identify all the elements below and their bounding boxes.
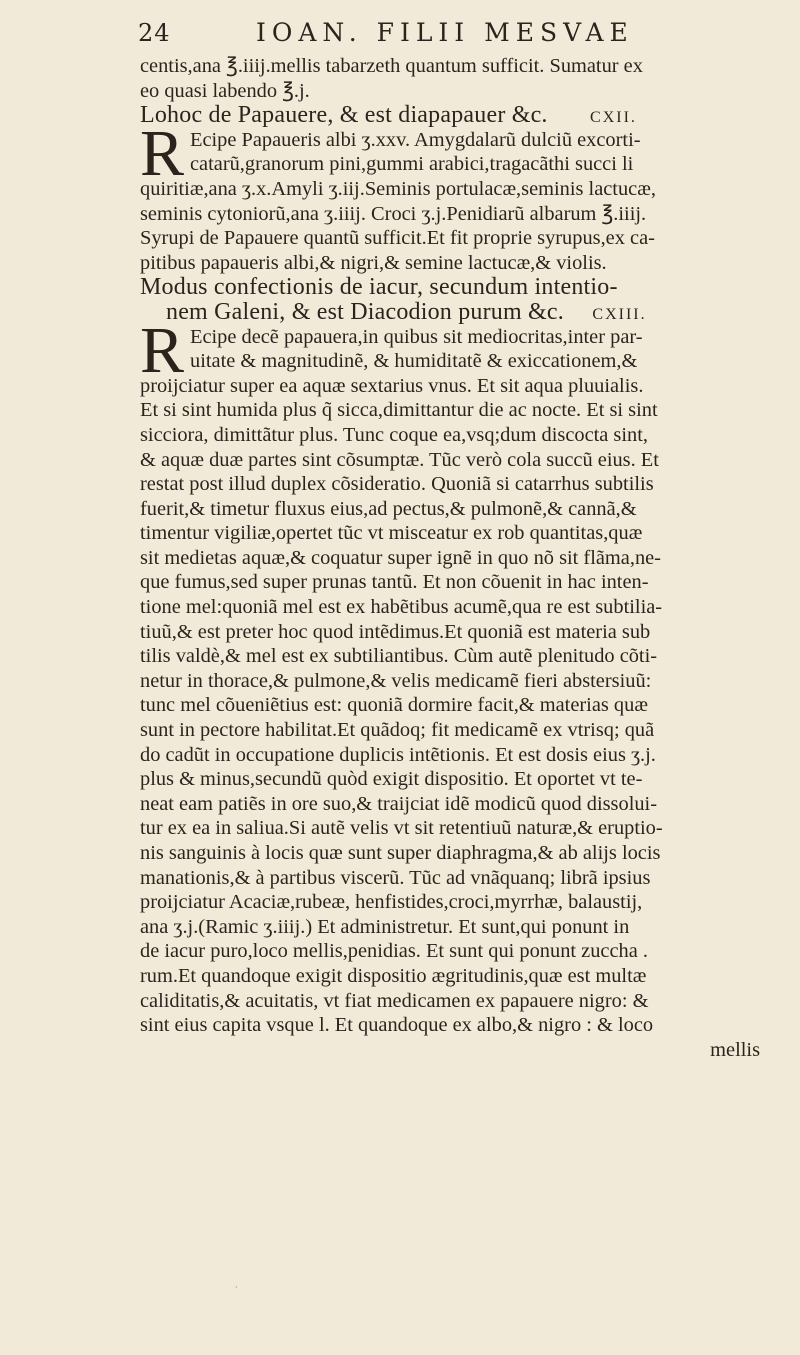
text-line: proijciatur super ea aquæ sextarius vnus. Et sit aqua pluuialis. [140, 374, 644, 397]
text-line: tiuũ,& est preter hoc quod intẽdimus.Et quoniã est materia sub [140, 620, 651, 643]
text-line: Syrupi de Papauere quantũ sufficit.Et fit proprie syrupus,ex ca- [140, 227, 655, 250]
text-line: Ecipe Papaueris albi ʒ.xxv. Amygdalarũ dulciũ excorti- [190, 128, 641, 151]
text-line: Ecipe decẽ papauera,in quibus sit mediocritas,inter par- [190, 325, 643, 348]
text-line: que fumus,sed super prunas tantũ. Et non cõuenit in hac inten- [140, 571, 649, 594]
text-line: proijciatur Acaciæ,rubeæ, henfistides,croci,myrrhæ, balaustij, [140, 891, 643, 914]
text-line: centis,ana ℥.iiij.mellis tabarzeth quantum sufficit. Sumatur ex [140, 55, 643, 77]
text-line: de iacur puro,loco mellis,penidias. Et sunt qui ponunt zuccha . [140, 940, 648, 963]
text-line: quiritiæ,ana ʒ.x.Amyli ʒ.iij.Seminis portulacæ,seminis lactucæ, [140, 177, 656, 200]
section-heading [140, 300, 760, 325]
text-line: netur in thorace,& pulmone,& velis medicamẽ fieri abstersiuũ: [140, 669, 652, 692]
text-line: timentur vigiliæ,opertet tũc vt misceatur ex rob quantitas,quæ [140, 522, 643, 545]
body-text [140, 54, 760, 1062]
ink-speck: · [235, 1283, 238, 1292]
running-head: IOAN. FILII MESVAE [256, 18, 634, 47]
text-line: nis sanguinis à locis quæ sunt super diaphragma,& ab alijs locis [140, 842, 661, 864]
text-line: pitibus papaueris albi,& nigri,& semine lactucæ,& violis. [140, 251, 607, 274]
text-line: sint eius capita vsque l. Et quandoque ex albo,& nigro : & loco [140, 1014, 654, 1037]
text-line: & aquæ duæ partes sint cõsumptæ. Tũc verò cola succũ eius. Et [140, 448, 659, 471]
text-line: manationis,& à partibus viscerũ. Tũc ad vnãquanq; librã ipsius [140, 866, 651, 889]
catchword: mellis [710, 1038, 760, 1061]
text-line: caliditatis,& acuitatis, vt fiat medicamen ex papauere nigro: & [140, 989, 649, 1012]
page-header [138, 18, 760, 54]
text-line: seminis cytoniorũ,ana ʒ.iiij. Croci ʒ.j.Penidiarũ albarum ℥.iiij. [140, 202, 647, 225]
text-line: neat eam patiẽs in ore suo,& traijciat idẽ modicũ quod dissolui- [140, 792, 658, 815]
text-line: plus & minus,secundũ quòd exigit dispositio. Et oportet vt te- [140, 768, 643, 791]
section-title: Lohoc de Papauere, & est diapapauer &c. [140, 102, 548, 129]
text-line: rum.Et quandoque exigit dispositio ægritudinis,quæ est multæ [140, 964, 647, 987]
text-line: sicciora, dimittãtur plus. Tunc coque ea,vsq;dum discocta sint, [140, 423, 648, 446]
text-line: tur ex ea in saliua.Si autẽ velis vt sit retentiuũ naturæ,& eruptio- [140, 817, 663, 840]
text-line: restat post illud duplex cõsideratio. Quoniã si catarrhus subtilis [140, 473, 654, 496]
text-line: tunc mel cõueniẽtius est: quoniã dormire facit,& materias quæ [140, 694, 648, 717]
text-line: sit medietas aquæ,& coquatur super ignẽ in quo nõ sit flãma,ne- [140, 546, 661, 569]
drop-cap: R [140, 313, 185, 387]
drop-cap: R [140, 116, 185, 190]
text-line: Et si sint humida plus q̃ sicca,dimittantur die ac nocte. Et si sint [140, 399, 658, 422]
text-line: uitate & magnitudinẽ, & humiditatẽ & exiccationem,& [190, 350, 638, 373]
text-line: tilis valdè,& mel est ex subtiliantibus. Cùm autẽ plenitudo cõti- [140, 645, 658, 668]
chapter-number: CXIII. [592, 305, 647, 323]
text-line: catarũ,granorum pini,gummi arabici,tragacãthi succi li [190, 153, 634, 176]
text-line: ana ʒ.j.(Ramic ʒ.iiij.) Et administretur. Et sunt,qui ponunt in [140, 915, 630, 938]
text-line: fuerit,& timetur fluxus eius,ad pectus,& pulmonẽ,& cannã,& [140, 497, 637, 520]
section-title: nem Galeni, & est Diacodion purum &c. [166, 298, 564, 325]
text-line: tione mel:quoniã mel est ex habẽtibus acumẽ,qua re est subtilia- [140, 596, 663, 619]
section-heading: Modus confectionis de iacur, secundum intentio- [140, 274, 618, 301]
text-line: do cadũt in occupatione duplicis intẽtionis. Et est dosis eius ʒ.j. [140, 743, 656, 766]
text-line: eo quasi labendo ℥.j. [140, 79, 310, 102]
chapter-number: CXII. [590, 109, 637, 127]
text-line: sunt in pectore habilitat.Et quãdoq; fit medicamẽ ex vtrisq; quã [140, 719, 655, 742]
section-heading [140, 103, 760, 128]
page-number: 24 [138, 19, 171, 47]
